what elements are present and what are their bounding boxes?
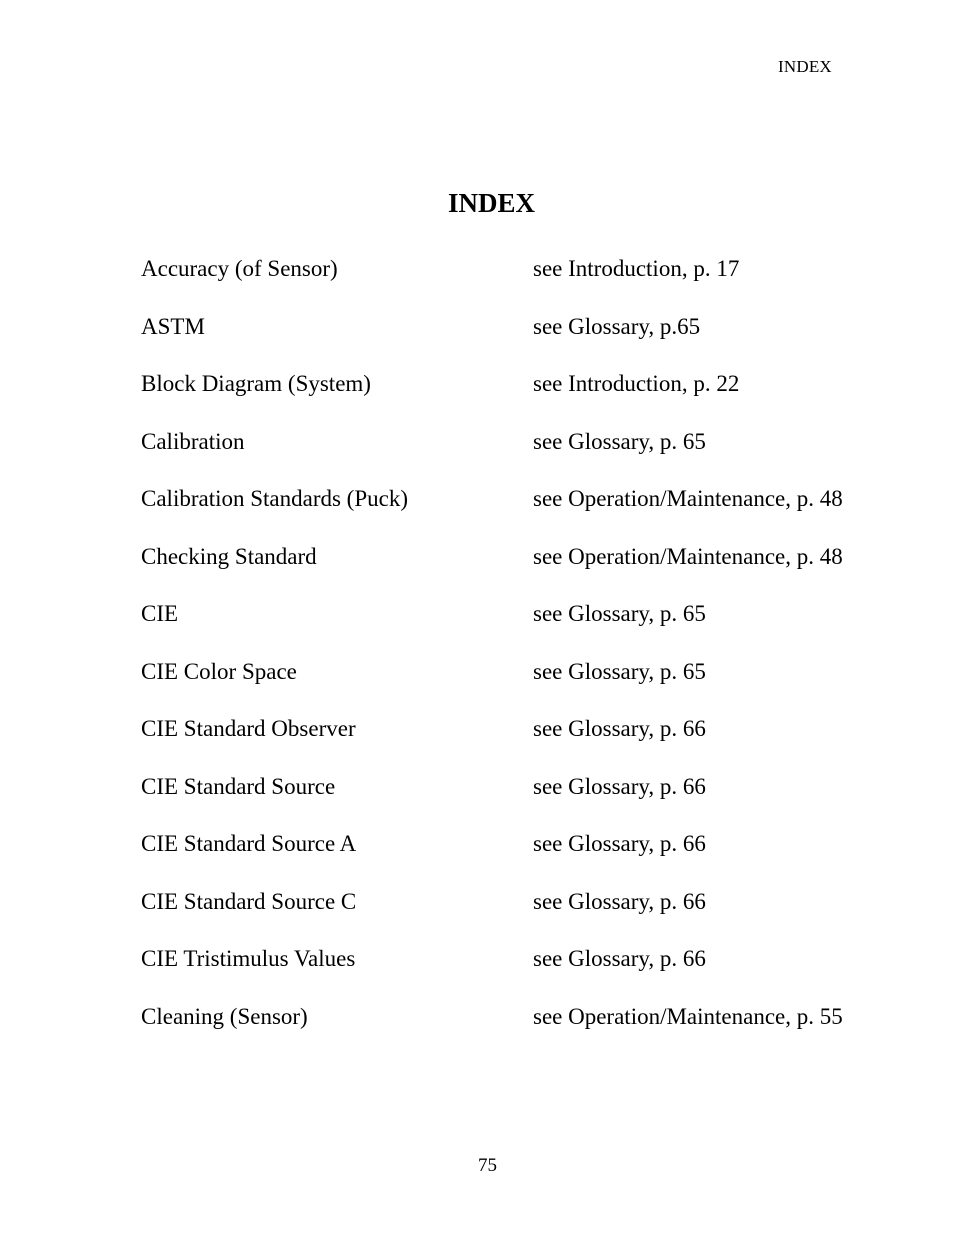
index-term: CIE Standard Observer	[141, 716, 356, 741]
index-reference: see Glossary, p. 66	[533, 888, 706, 914]
index-reference: see Glossary, p. 65	[533, 428, 706, 454]
index-term: Checking Standard	[141, 543, 317, 569]
page-number: 75	[478, 1155, 497, 1176]
index-reference: see Glossary, p. 65	[533, 601, 706, 626]
index-reference: see Glossary, p.65	[533, 313, 701, 339]
index-entry	[141, 599, 861, 628]
index-reference: see Operation/Maintenance, p. 48	[533, 543, 843, 569]
index-list	[141, 254, 861, 1059]
index-entry	[141, 829, 861, 858]
index-term: CIE	[141, 601, 179, 626]
index-entry	[141, 484, 861, 513]
index-entry	[141, 772, 861, 801]
index-reference: see Introduction, p. 22	[533, 371, 740, 396]
index-entry	[141, 714, 861, 743]
index-reference: see Operation/Maintenance, p. 55	[533, 1003, 843, 1029]
index-term: Accuracy (of Sensor)	[141, 256, 338, 281]
index-term: CIE Color Space	[141, 658, 297, 684]
index-term: CIE Standard Source	[141, 773, 336, 799]
index-entry	[141, 887, 861, 916]
index-entry	[141, 427, 861, 456]
index-term: CIE Tristimulus Values	[141, 946, 356, 971]
index-reference: see Operation/Maintenance, p. 48	[533, 486, 843, 511]
index-entry	[141, 657, 861, 686]
index-term: CIE Standard Source A	[141, 831, 357, 856]
index-reference: see Glossary, p. 65	[533, 658, 706, 684]
index-term: ASTM	[141, 313, 205, 339]
index-entry	[141, 1002, 861, 1031]
index-term: CIE Standard Source C	[141, 888, 357, 914]
index-term: Calibration Standards (Puck)	[141, 486, 409, 511]
index-term: Calibration	[141, 428, 245, 454]
index-reference: see Introduction, p. 17	[533, 256, 740, 281]
page-title: INDEX	[447, 188, 535, 218]
index-reference: see Glossary, p. 66	[533, 773, 706, 799]
index-entry	[141, 254, 861, 283]
index-entry	[141, 312, 861, 341]
index-reference: see Glossary, p. 66	[533, 831, 706, 856]
index-entry	[141, 542, 861, 571]
index-term: Cleaning (Sensor)	[141, 1003, 308, 1029]
running-header: INDEX	[778, 57, 832, 76]
index-reference: see Glossary, p. 66	[533, 716, 706, 741]
index-entry	[141, 944, 861, 973]
index-reference: see Glossary, p. 66	[533, 946, 706, 971]
index-term: Block Diagram (System)	[141, 371, 371, 396]
index-entry	[141, 369, 861, 398]
